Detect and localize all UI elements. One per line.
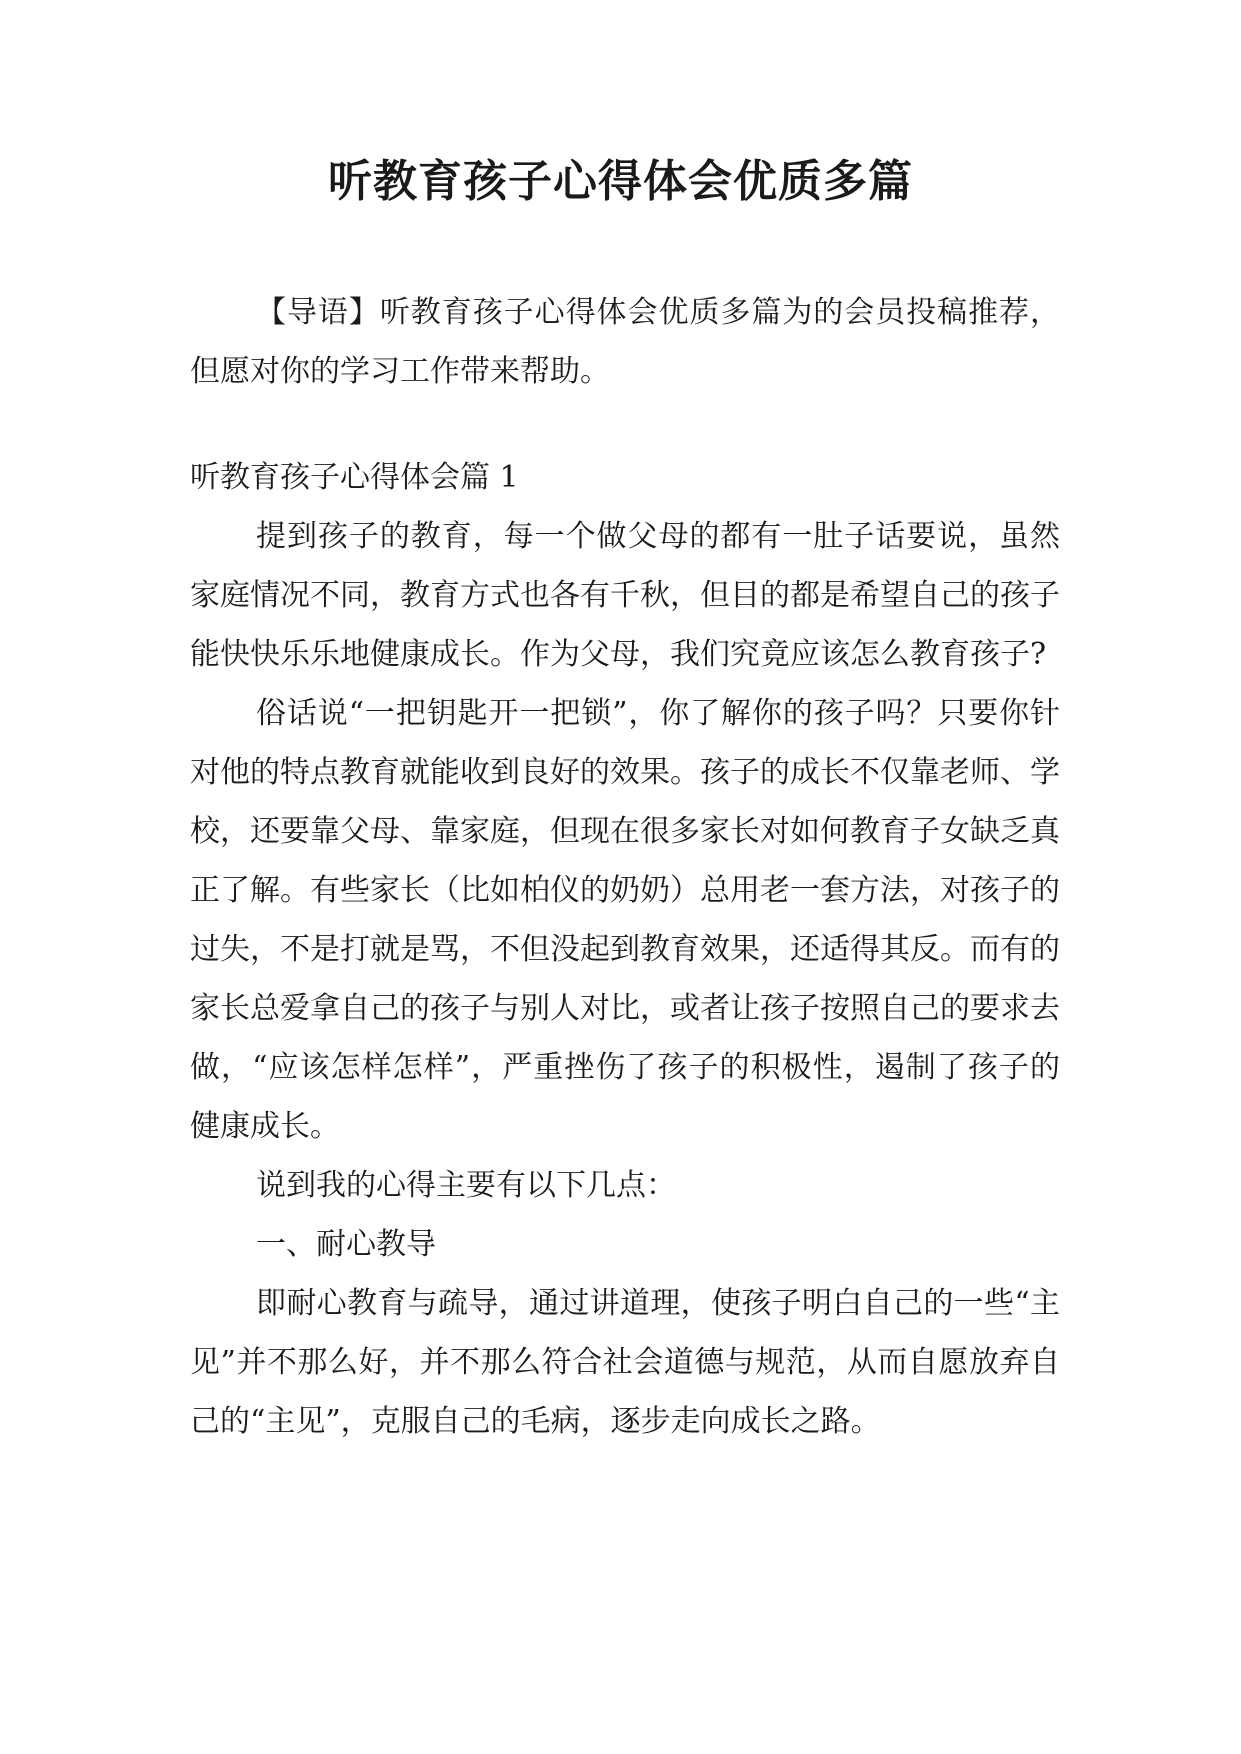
body-paragraph-3: 说到我的心得主要有以下几点： [256,1168,676,1203]
document-title: 听教育孩子心得体会优质多篇 [328,156,913,207]
body-paragraph-1: 提到孩子的教育，每一个做父母的都有一肚子话要说，虽然家庭情况不同，教育方式也各有千秋，但目的都是希望自己的孩子能快快乐乐地健康成长。作为父母，我们究竟应该怎么教育孩子? [190,519,1060,672]
body-paragraph-2: 俗话说“一把钥匙开一把锁”，你了解你的孩子吗？只要你针对他的特点教育就能收到良好的效果。孩子的成长不仅靠老师、学校，还要靠父母、靠家庭，但现在很多家长对如何教育子女缺乏真正了解。有些家长（比如柏仪的奶奶）总用老一套方法，对孩子的过失，不是打就是骂，不但没起到教育效果，还适得其反。而有的家长总爱拿自己的孩子与别人对比，或者让孩子按照自己的要求去做，“应该怎样怎样”，严重挫伤了孩子的积极性，遏制了孩子的健康成长。 [190,696,1060,1144]
section-heading: 听教育孩子心得体会篇 1 [190,460,519,495]
intro-paragraph: 【导语】听教育孩子心得体会优质多篇为的会员投稿推荐，但愿对你的学习工作带来帮助。 [190,295,1060,389]
body-paragraph-4: 即耐心教育与疏导，通过讲道理，使孩子明白自己的一些“主见”并不那么好，并不那么符合社会道德与规范，从而自愿放弃自己的“主见”，克服自己的毛病，逐步走向成长之路。 [190,1286,1060,1439]
subheading-patient-guidance: 一、耐心教导 [256,1227,436,1262]
document-body [190,283,1060,1451]
